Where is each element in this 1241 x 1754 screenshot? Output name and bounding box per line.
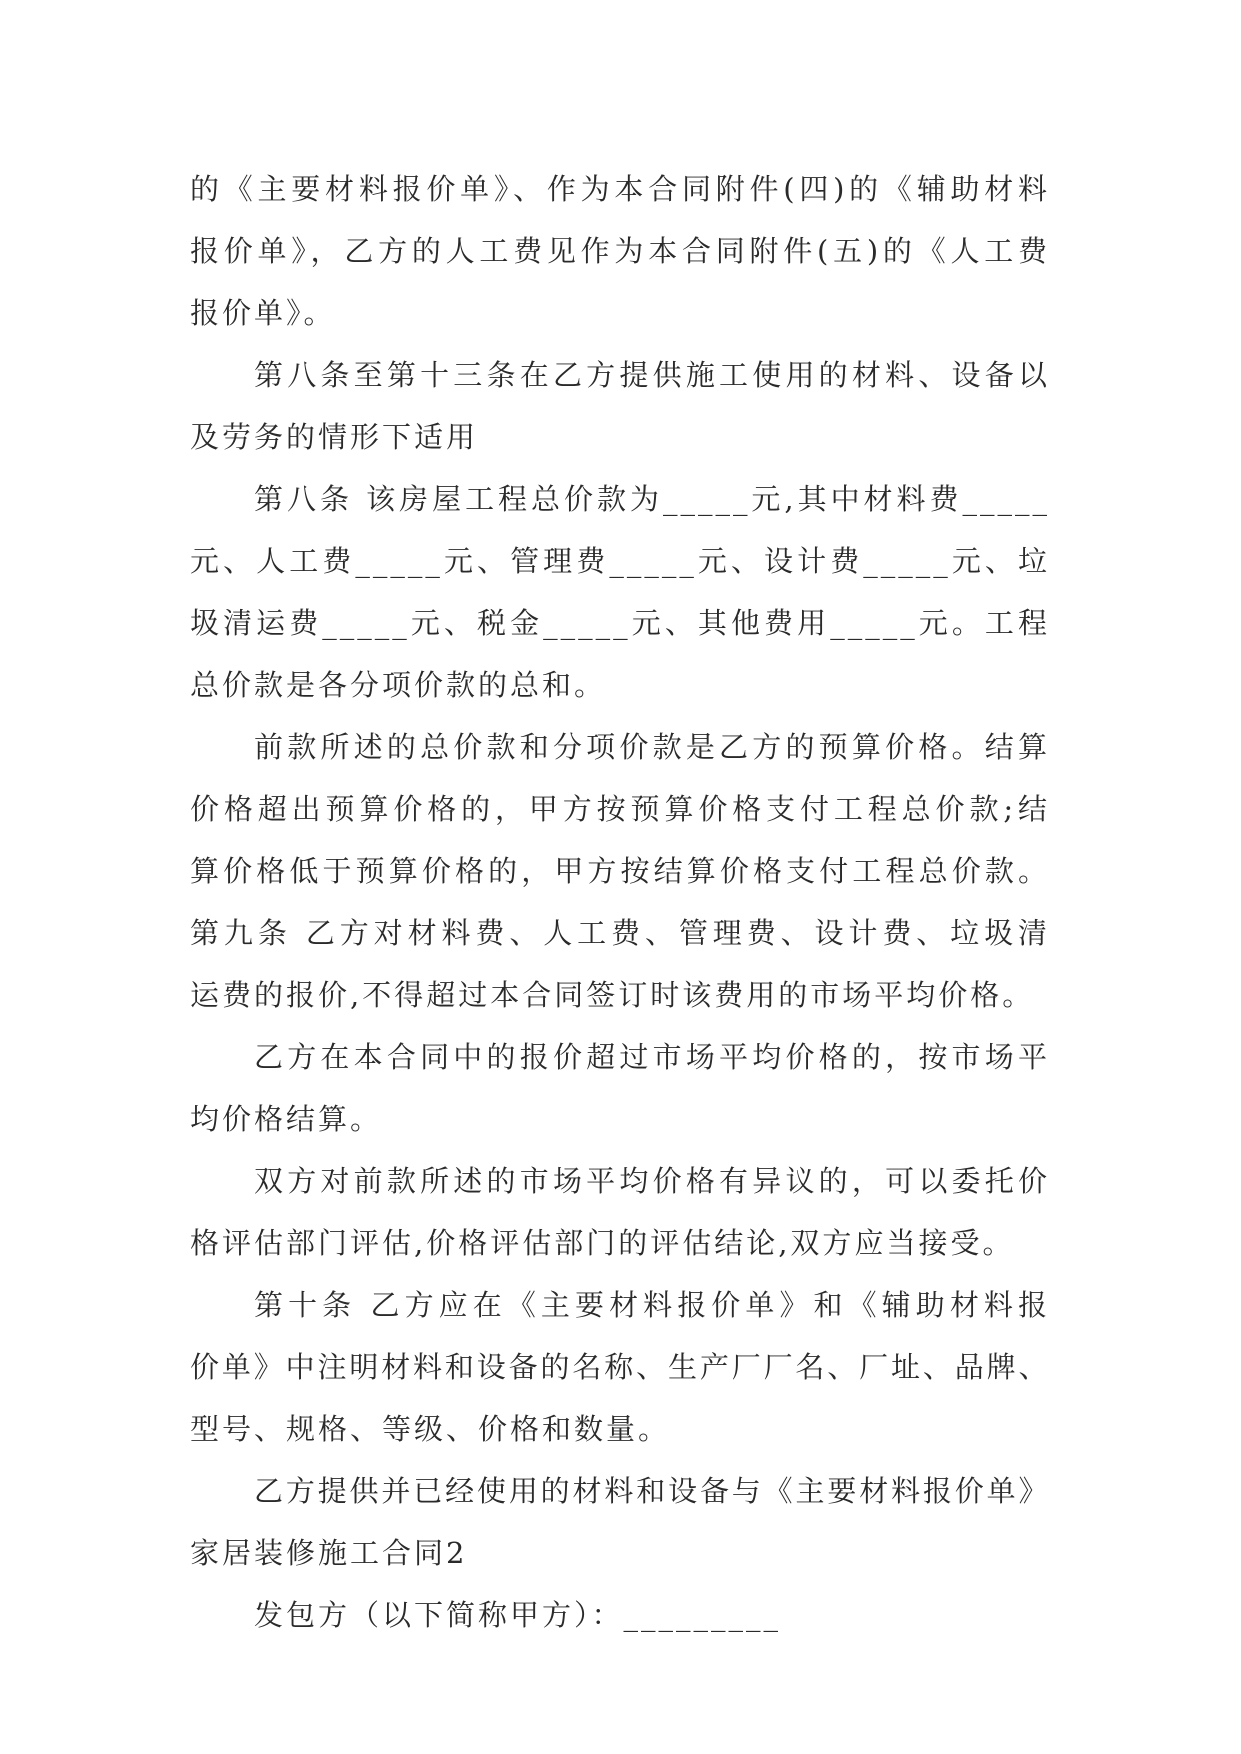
text-line: 乙方提供并已经使用的材料和设备与《主要材料报价单》 xyxy=(254,1474,1050,1508)
text-line: 双方对前款所述的市场平均价格有异议的，可以委托价 xyxy=(254,1164,1050,1198)
text-line: 报价单》。 xyxy=(190,296,336,330)
text-line: 乙方在本合同中的报价超过市场平均价格的，按市场平 xyxy=(254,1040,1050,1074)
section-title: 家居装修施工合同2 xyxy=(190,1536,468,1570)
text-line: 第九条 乙方对材料费、人工费、管理费、设计费、垃圾清 xyxy=(190,916,1050,950)
text-line: 价格超出预算价格的，甲方按预算价格支付工程总价款;结 xyxy=(190,792,1050,826)
text-line: 及劳务的情形下适用 xyxy=(190,420,479,454)
text-line: 的《主要材料报价单》、作为本合同附件(四)的《辅助材料 xyxy=(190,172,1050,206)
text-line: 算价格低于预算价格的，甲方按结算价格支付工程总价款。 xyxy=(190,854,1050,888)
text-line: 元、人工费_____元、管理费_____元、设计费_____元、垃 xyxy=(190,544,1050,578)
document-body xyxy=(190,158,1050,1646)
text-line: 总价款是各分项价款的总和。 xyxy=(190,668,607,702)
text-line: 报价单》，乙方的人工费见作为本合同附件(五)的《人工费 xyxy=(190,234,1050,268)
party-a-field: 发包方（以下简称甲方）：_________ xyxy=(254,1598,782,1632)
text-line: 运费的报价,不得超过本合同签订时该费用的市场平均价格。 xyxy=(190,978,1035,1012)
text-line: 第八条 该房屋工程总价款为_____元,其中材料费_____ xyxy=(254,482,1050,516)
text-line: 圾清运费_____元、税金_____元、其他费用_____元。工程 xyxy=(190,606,1050,640)
text-line: 均价格结算。 xyxy=(190,1102,383,1136)
text-line: 型号、规格、等级、价格和数量。 xyxy=(190,1412,671,1446)
text-line: 价单》中注明材料和设备的名称、生产厂厂名、厂址、品牌、 xyxy=(190,1350,1050,1384)
text-line: 第八条至第十三条在乙方提供施工使用的材料、设备以 xyxy=(254,358,1050,392)
text-line: 第十条 乙方应在《主要材料报价单》和《辅助材料报 xyxy=(254,1288,1050,1322)
text-line: 格评估部门评估,价格评估部门的评估结论,双方应当接受。 xyxy=(190,1226,1015,1260)
text-line: 前款所述的总价款和分项价款是乙方的预算价格。结算 xyxy=(254,730,1050,764)
